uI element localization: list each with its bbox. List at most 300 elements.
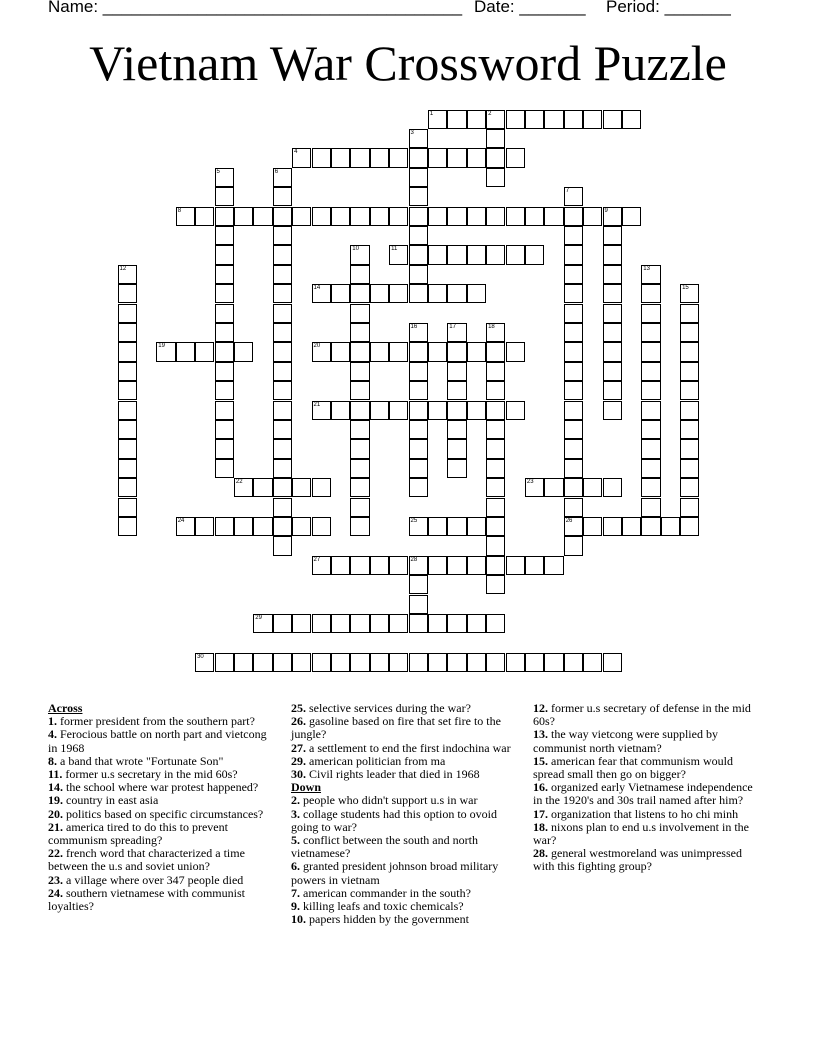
crossword-cell[interactable] xyxy=(312,284,331,303)
crossword-cell[interactable] xyxy=(680,439,699,458)
crossword-cell[interactable] xyxy=(467,110,486,129)
crossword-cell[interactable] xyxy=(350,498,369,517)
crossword-cell[interactable] xyxy=(273,478,292,497)
crossword-cell[interactable] xyxy=(428,110,447,129)
crossword-cell[interactable] xyxy=(389,207,408,226)
crossword-cell[interactable] xyxy=(428,517,447,536)
crossword-cell[interactable] xyxy=(312,401,331,420)
crossword-cell[interactable] xyxy=(641,284,660,303)
crossword-cell[interactable] xyxy=(428,342,447,361)
crossword-cell[interactable] xyxy=(506,653,525,672)
crossword-cell[interactable] xyxy=(447,323,466,342)
crossword-cell[interactable] xyxy=(292,614,311,633)
crossword-cell[interactable] xyxy=(467,207,486,226)
crossword-cell[interactable] xyxy=(409,478,428,497)
crossword-cell[interactable] xyxy=(350,614,369,633)
crossword-cell[interactable] xyxy=(641,478,660,497)
crossword-cell[interactable] xyxy=(544,207,563,226)
crossword-cell[interactable] xyxy=(525,245,544,264)
crossword-cell[interactable] xyxy=(273,439,292,458)
crossword-cell[interactable] xyxy=(234,478,253,497)
crossword-cell[interactable] xyxy=(292,207,311,226)
crossword-cell[interactable] xyxy=(506,110,525,129)
crossword-cell[interactable] xyxy=(467,517,486,536)
crossword-cell[interactable] xyxy=(583,207,602,226)
crossword-cell[interactable] xyxy=(680,304,699,323)
crossword-cell[interactable] xyxy=(564,323,583,342)
crossword-cell[interactable] xyxy=(506,148,525,167)
crossword-cell[interactable] xyxy=(350,284,369,303)
crossword-cell[interactable] xyxy=(486,653,505,672)
crossword-cell[interactable] xyxy=(370,614,389,633)
crossword-cell[interactable] xyxy=(370,148,389,167)
crossword-cell[interactable] xyxy=(564,362,583,381)
crossword-cell[interactable] xyxy=(428,401,447,420)
crossword-cell[interactable] xyxy=(273,401,292,420)
crossword-cell[interactable] xyxy=(195,207,214,226)
crossword-cell[interactable] xyxy=(447,517,466,536)
crossword-cell[interactable] xyxy=(564,401,583,420)
crossword-cell[interactable] xyxy=(583,110,602,129)
crossword-cell[interactable] xyxy=(680,401,699,420)
crossword-cell[interactable] xyxy=(118,439,137,458)
crossword-cell[interactable] xyxy=(428,148,447,167)
crossword-cell[interactable] xyxy=(331,556,350,575)
crossword-cell[interactable] xyxy=(273,614,292,633)
crossword-cell[interactable] xyxy=(370,284,389,303)
crossword-cell[interactable] xyxy=(350,342,369,361)
crossword-cell[interactable] xyxy=(215,168,234,187)
crossword-cell[interactable] xyxy=(409,323,428,342)
crossword-cell[interactable] xyxy=(273,517,292,536)
crossword-cell[interactable] xyxy=(273,420,292,439)
crossword-cell[interactable] xyxy=(118,304,137,323)
crossword-cell[interactable] xyxy=(564,420,583,439)
crossword-cell[interactable] xyxy=(409,556,428,575)
crossword-cell[interactable] xyxy=(118,265,137,284)
crossword-cell[interactable] xyxy=(486,168,505,187)
crossword-cell[interactable] xyxy=(622,207,641,226)
crossword-cell[interactable] xyxy=(176,517,195,536)
crossword-cell[interactable] xyxy=(506,207,525,226)
crossword-cell[interactable] xyxy=(680,342,699,361)
crossword-cell[interactable] xyxy=(409,362,428,381)
crossword-cell[interactable] xyxy=(389,245,408,264)
crossword-cell[interactable] xyxy=(215,401,234,420)
crossword-cell[interactable] xyxy=(447,653,466,672)
crossword-cell[interactable] xyxy=(603,653,622,672)
crossword-cell[interactable] xyxy=(622,517,641,536)
crossword-cell[interactable] xyxy=(506,245,525,264)
crossword-cell[interactable] xyxy=(428,245,447,264)
crossword-cell[interactable] xyxy=(680,498,699,517)
crossword-cell[interactable] xyxy=(641,420,660,439)
crossword-cell[interactable] xyxy=(603,517,622,536)
crossword-cell[interactable] xyxy=(331,148,350,167)
crossword-cell[interactable] xyxy=(118,362,137,381)
crossword-cell[interactable] xyxy=(273,381,292,400)
crossword-cell[interactable] xyxy=(389,401,408,420)
crossword-cell[interactable] xyxy=(273,323,292,342)
crossword-cell[interactable] xyxy=(603,381,622,400)
crossword-cell[interactable] xyxy=(253,517,272,536)
crossword-cell[interactable] xyxy=(525,653,544,672)
crossword-cell[interactable] xyxy=(331,207,350,226)
crossword-cell[interactable] xyxy=(603,401,622,420)
crossword-cell[interactable] xyxy=(486,556,505,575)
crossword-cell[interactable] xyxy=(603,245,622,264)
crossword-cell[interactable] xyxy=(564,226,583,245)
crossword-cell[interactable] xyxy=(292,517,311,536)
crossword-cell[interactable] xyxy=(370,653,389,672)
crossword-cell[interactable] xyxy=(641,459,660,478)
crossword-cell[interactable] xyxy=(409,168,428,187)
crossword-cell[interactable] xyxy=(583,653,602,672)
crossword-cell[interactable] xyxy=(583,478,602,497)
crossword-cell[interactable] xyxy=(680,284,699,303)
crossword-cell[interactable] xyxy=(156,342,175,361)
crossword-cell[interactable] xyxy=(273,536,292,555)
crossword-cell[interactable] xyxy=(273,226,292,245)
crossword-cell[interactable] xyxy=(564,381,583,400)
crossword-cell[interactable] xyxy=(331,401,350,420)
crossword-cell[interactable] xyxy=(564,498,583,517)
crossword-cell[interactable] xyxy=(525,478,544,497)
crossword-cell[interactable] xyxy=(467,245,486,264)
crossword-cell[interactable] xyxy=(583,517,602,536)
crossword-cell[interactable] xyxy=(603,207,622,226)
crossword-cell[interactable] xyxy=(467,556,486,575)
crossword-cell[interactable] xyxy=(564,265,583,284)
crossword-cell[interactable] xyxy=(234,342,253,361)
crossword-cell[interactable] xyxy=(409,187,428,206)
crossword-cell[interactable] xyxy=(350,653,369,672)
crossword-cell[interactable] xyxy=(564,284,583,303)
crossword-cell[interactable] xyxy=(253,653,272,672)
crossword-cell[interactable] xyxy=(312,653,331,672)
crossword-cell[interactable] xyxy=(118,401,137,420)
crossword-cell[interactable] xyxy=(428,556,447,575)
period-field[interactable]: Period: _______ xyxy=(606,0,731,16)
crossword-cell[interactable] xyxy=(312,207,331,226)
crossword-cell[interactable] xyxy=(118,517,137,536)
crossword-cell[interactable] xyxy=(525,110,544,129)
crossword-cell[interactable] xyxy=(312,342,331,361)
crossword-cell[interactable] xyxy=(409,284,428,303)
crossword-cell[interactable] xyxy=(215,439,234,458)
crossword-cell[interactable] xyxy=(331,653,350,672)
crossword-cell[interactable] xyxy=(195,517,214,536)
crossword-cell[interactable] xyxy=(564,187,583,206)
crossword-cell[interactable] xyxy=(603,323,622,342)
crossword-cell[interactable] xyxy=(253,614,272,633)
crossword-cell[interactable] xyxy=(467,653,486,672)
crossword-cell[interactable] xyxy=(273,207,292,226)
crossword-cell[interactable] xyxy=(118,342,137,361)
crossword-cell[interactable] xyxy=(389,614,408,633)
crossword-cell[interactable] xyxy=(564,478,583,497)
crossword-cell[interactable] xyxy=(350,556,369,575)
crossword-cell[interactable] xyxy=(370,556,389,575)
crossword-cell[interactable] xyxy=(118,420,137,439)
crossword-cell[interactable] xyxy=(564,653,583,672)
crossword-cell[interactable] xyxy=(195,342,214,361)
crossword-cell[interactable] xyxy=(292,148,311,167)
crossword-cell[interactable] xyxy=(544,556,563,575)
crossword-cell[interactable] xyxy=(641,265,660,284)
crossword-cell[interactable] xyxy=(506,342,525,361)
crossword-cell[interactable] xyxy=(273,265,292,284)
crossword-cell[interactable] xyxy=(292,478,311,497)
crossword-cell[interactable] xyxy=(331,342,350,361)
crossword-cell[interactable] xyxy=(370,342,389,361)
crossword-cell[interactable] xyxy=(176,207,195,226)
crossword-cell[interactable] xyxy=(447,459,466,478)
crossword-cell[interactable] xyxy=(680,459,699,478)
crossword-cell[interactable] xyxy=(292,653,311,672)
crossword-cell[interactable] xyxy=(486,110,505,129)
crossword-cell[interactable] xyxy=(641,304,660,323)
crossword-cell[interactable] xyxy=(486,129,505,148)
crossword-cell[interactable] xyxy=(273,459,292,478)
crossword-cell[interactable] xyxy=(312,614,331,633)
crossword-cell[interactable] xyxy=(409,226,428,245)
crossword-cell[interactable] xyxy=(486,478,505,497)
crossword-cell[interactable] xyxy=(273,653,292,672)
crossword-cell[interactable] xyxy=(215,207,234,226)
crossword-cell[interactable] xyxy=(622,110,641,129)
crossword-cell[interactable] xyxy=(486,517,505,536)
crossword-cell[interactable] xyxy=(409,381,428,400)
crossword-cell[interactable] xyxy=(641,381,660,400)
crossword-cell[interactable] xyxy=(195,653,214,672)
crossword-cell[interactable] xyxy=(350,304,369,323)
crossword-cell[interactable] xyxy=(525,207,544,226)
crossword-cell[interactable] xyxy=(603,110,622,129)
crossword-cell[interactable] xyxy=(428,653,447,672)
crossword-cell[interactable] xyxy=(215,342,234,361)
crossword-cell[interactable] xyxy=(409,653,428,672)
crossword-cell[interactable] xyxy=(447,342,466,361)
crossword-cell[interactable] xyxy=(409,342,428,361)
crossword-cell[interactable] xyxy=(467,614,486,633)
crossword-cell[interactable] xyxy=(680,381,699,400)
crossword-cell[interactable] xyxy=(467,148,486,167)
crossword-cell[interactable] xyxy=(409,517,428,536)
crossword-cell[interactable] xyxy=(350,381,369,400)
crossword-cell[interactable] xyxy=(350,148,369,167)
crossword-cell[interactable] xyxy=(428,614,447,633)
crossword-cell[interactable] xyxy=(409,207,428,226)
crossword-cell[interactable] xyxy=(176,342,195,361)
crossword-cell[interactable] xyxy=(350,439,369,458)
crossword-cell[interactable] xyxy=(273,498,292,517)
crossword-cell[interactable] xyxy=(641,401,660,420)
crossword-cell[interactable] xyxy=(641,323,660,342)
crossword-cell[interactable] xyxy=(486,342,505,361)
crossword-cell[interactable] xyxy=(486,614,505,633)
crossword-cell[interactable] xyxy=(447,381,466,400)
crossword-cell[interactable] xyxy=(350,323,369,342)
crossword-cell[interactable] xyxy=(409,148,428,167)
crossword-cell[interactable] xyxy=(641,498,660,517)
crossword-cell[interactable] xyxy=(467,284,486,303)
crossword-cell[interactable] xyxy=(312,148,331,167)
crossword-cell[interactable] xyxy=(525,556,544,575)
crossword-cell[interactable] xyxy=(486,439,505,458)
crossword-cell[interactable] xyxy=(118,284,137,303)
crossword-cell[interactable] xyxy=(447,148,466,167)
crossword-cell[interactable] xyxy=(215,420,234,439)
crossword-cell[interactable] xyxy=(215,245,234,264)
crossword-cell[interactable] xyxy=(273,362,292,381)
crossword-cell[interactable] xyxy=(680,420,699,439)
crossword-cell[interactable] xyxy=(409,614,428,633)
crossword-cell[interactable] xyxy=(486,245,505,264)
crossword-cell[interactable] xyxy=(389,284,408,303)
crossword-cell[interactable] xyxy=(409,401,428,420)
date-field[interactable]: Date: _______ xyxy=(474,0,586,16)
crossword-cell[interactable] xyxy=(331,614,350,633)
crossword-cell[interactable] xyxy=(215,323,234,342)
crossword-cell[interactable] xyxy=(467,401,486,420)
crossword-cell[interactable] xyxy=(486,148,505,167)
crossword-cell[interactable] xyxy=(312,517,331,536)
crossword-cell[interactable] xyxy=(486,381,505,400)
crossword-cell[interactable] xyxy=(428,284,447,303)
crossword-cell[interactable] xyxy=(486,420,505,439)
crossword-cell[interactable] xyxy=(273,342,292,361)
crossword-cell[interactable] xyxy=(215,226,234,245)
crossword-cell[interactable] xyxy=(312,556,331,575)
crossword-cell[interactable] xyxy=(409,245,428,264)
crossword-cell[interactable] xyxy=(350,401,369,420)
crossword-cell[interactable] xyxy=(118,381,137,400)
crossword-cell[interactable] xyxy=(234,653,253,672)
crossword-cell[interactable] xyxy=(447,439,466,458)
crossword-cell[interactable] xyxy=(447,614,466,633)
crossword-cell[interactable] xyxy=(603,284,622,303)
crossword-cell[interactable] xyxy=(409,575,428,594)
crossword-cell[interactable] xyxy=(273,168,292,187)
crossword-cell[interactable] xyxy=(447,110,466,129)
crossword-cell[interactable] xyxy=(467,342,486,361)
crossword-cell[interactable] xyxy=(680,362,699,381)
crossword-cell[interactable] xyxy=(215,304,234,323)
crossword-cell[interactable] xyxy=(215,362,234,381)
crossword-cell[interactable] xyxy=(564,459,583,478)
crossword-cell[interactable] xyxy=(409,420,428,439)
crossword-cell[interactable] xyxy=(564,110,583,129)
crossword-cell[interactable] xyxy=(370,401,389,420)
crossword-cell[interactable] xyxy=(447,207,466,226)
crossword-cell[interactable] xyxy=(253,478,272,497)
crossword-cell[interactable] xyxy=(409,439,428,458)
crossword-cell[interactable] xyxy=(118,459,137,478)
crossword-cell[interactable] xyxy=(564,245,583,264)
crossword-cell[interactable] xyxy=(486,498,505,517)
crossword-cell[interactable] xyxy=(350,362,369,381)
crossword-cell[interactable] xyxy=(486,401,505,420)
crossword-cell[interactable] xyxy=(603,265,622,284)
crossword-cell[interactable] xyxy=(389,148,408,167)
crossword-cell[interactable] xyxy=(486,459,505,478)
crossword-cell[interactable] xyxy=(641,517,660,536)
crossword-cell[interactable] xyxy=(603,478,622,497)
crossword-cell[interactable] xyxy=(564,207,583,226)
crossword-cell[interactable] xyxy=(603,226,622,245)
crossword-cell[interactable] xyxy=(447,245,466,264)
crossword-cell[interactable] xyxy=(118,498,137,517)
crossword-cell[interactable] xyxy=(680,478,699,497)
crossword-cell[interactable] xyxy=(544,653,563,672)
crossword-cell[interactable] xyxy=(447,420,466,439)
crossword-cell[interactable] xyxy=(312,478,331,497)
crossword-cell[interactable] xyxy=(603,304,622,323)
crossword-cell[interactable] xyxy=(447,401,466,420)
crossword-cell[interactable] xyxy=(215,459,234,478)
crossword-cell[interactable] xyxy=(564,439,583,458)
crossword-cell[interactable] xyxy=(661,517,680,536)
crossword-cell[interactable] xyxy=(486,575,505,594)
name-field[interactable]: Name: ______________________________________ xyxy=(48,0,463,16)
crossword-cell[interactable] xyxy=(544,110,563,129)
crossword-cell[interactable] xyxy=(564,517,583,536)
crossword-cell[interactable] xyxy=(641,439,660,458)
crossword-cell[interactable] xyxy=(389,556,408,575)
crossword-cell[interactable] xyxy=(118,323,137,342)
crossword-cell[interactable] xyxy=(544,478,563,497)
crossword-cell[interactable] xyxy=(215,187,234,206)
crossword-cell[interactable] xyxy=(564,304,583,323)
crossword-cell[interactable] xyxy=(564,536,583,555)
crossword-cell[interactable] xyxy=(603,342,622,361)
crossword-cell[interactable] xyxy=(486,362,505,381)
crossword-cell[interactable] xyxy=(409,129,428,148)
crossword-cell[interactable] xyxy=(253,207,272,226)
crossword-cell[interactable] xyxy=(215,265,234,284)
crossword-cell[interactable] xyxy=(118,478,137,497)
crossword-cell[interactable] xyxy=(370,207,389,226)
crossword-cell[interactable] xyxy=(350,517,369,536)
crossword-cell[interactable] xyxy=(409,459,428,478)
crossword-cell[interactable] xyxy=(409,595,428,614)
crossword-cell[interactable] xyxy=(506,401,525,420)
crossword-cell[interactable] xyxy=(641,362,660,381)
crossword-cell[interactable] xyxy=(389,653,408,672)
crossword-cell[interactable] xyxy=(215,381,234,400)
crossword-cell[interactable] xyxy=(486,207,505,226)
crossword-cell[interactable] xyxy=(215,284,234,303)
crossword-cell[interactable] xyxy=(389,342,408,361)
crossword-cell[interactable] xyxy=(486,323,505,342)
crossword-cell[interactable] xyxy=(215,517,234,536)
crossword-cell[interactable] xyxy=(641,342,660,361)
crossword-cell[interactable] xyxy=(273,187,292,206)
crossword-cell[interactable] xyxy=(447,362,466,381)
crossword-cell[interactable] xyxy=(350,207,369,226)
crossword-cell[interactable] xyxy=(234,517,253,536)
crossword-cell[interactable] xyxy=(331,284,350,303)
crossword-cell[interactable] xyxy=(564,342,583,361)
crossword-cell[interactable] xyxy=(350,265,369,284)
crossword-cell[interactable] xyxy=(215,653,234,672)
crossword-cell[interactable] xyxy=(273,284,292,303)
crossword-cell[interactable] xyxy=(409,265,428,284)
crossword-cell[interactable] xyxy=(680,517,699,536)
crossword-cell[interactable] xyxy=(428,207,447,226)
crossword-cell[interactable] xyxy=(350,459,369,478)
